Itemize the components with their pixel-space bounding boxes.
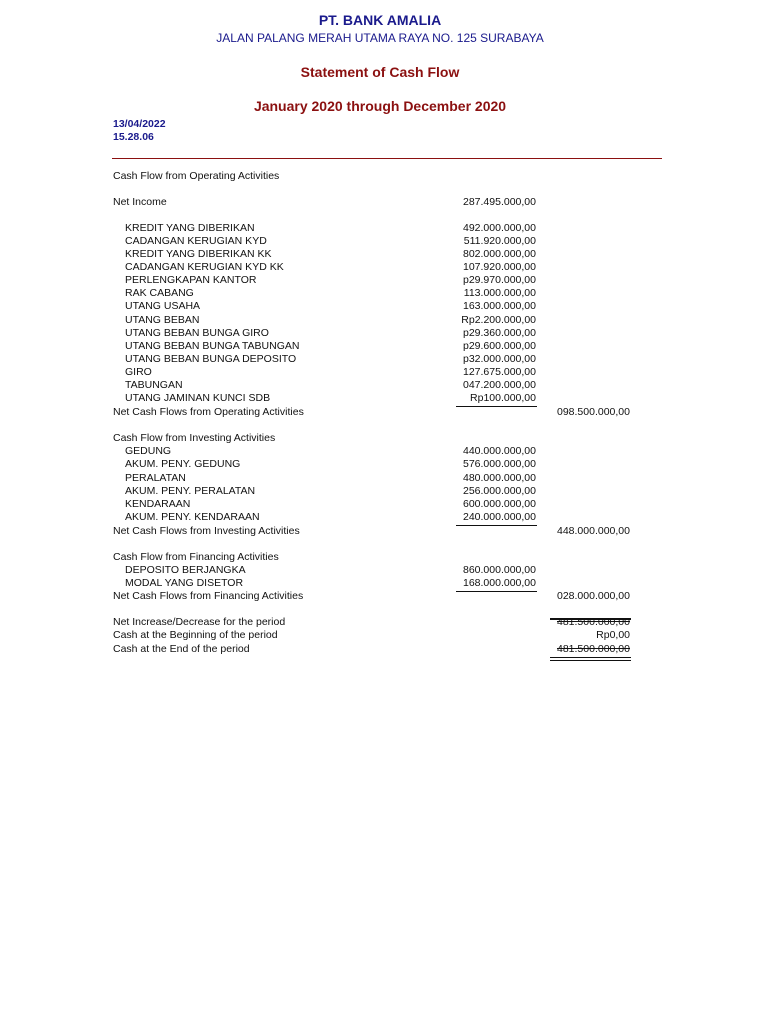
list-item [0,327,768,340]
list-item [0,485,768,498]
item-label: AKUM. PENY. GEDUNG [125,458,241,470]
list-item [0,314,768,327]
net-increase-row [0,616,768,629]
header-divider [112,158,662,159]
net-income-row [0,196,768,209]
item-label: TABUNGAN [125,379,183,391]
financing-net-value: 028.000.000,00 [557,590,630,602]
item-value: 047.200.000,00 [463,379,536,391]
list-item [0,287,768,300]
item-value: 113.000.000,00 [463,287,536,299]
item-value: 168.000.000,00 [463,577,536,589]
investing-heading-row [0,432,768,445]
item-label: RAK CABANG [125,287,194,299]
list-item [0,445,768,458]
list-item [0,379,768,392]
company-name: PT. BANK AMALIA [318,12,442,28]
item-value: p32.000.000,00 [463,353,536,365]
report-date: 13/04/2022 [113,118,166,130]
item-label: PERLENGKAPAN KANTOR [125,274,257,286]
operating-heading-row [0,170,768,183]
list-item [0,577,768,590]
cash-beginning-value: Rp0,00 [596,629,630,641]
item-value: 163.000.000,00 [463,300,536,312]
cash-end-label: Cash at the End of the period [113,643,250,655]
list-item [0,458,768,471]
item-value: 860.000.000,00 [463,564,536,576]
list-item [0,300,768,313]
item-label: UTANG BEBAN BUNGA DEPOSITO [125,353,297,365]
list-item [0,392,768,405]
report-period: January 2020 through December 2020 [253,98,507,114]
item-label: UTANG BEBAN BUNGA GIRO [125,327,269,339]
item-value: 107.920.000,00 [463,261,536,273]
item-label: UTANG JAMINAN KUNCI SDB [125,392,271,404]
investing-net-label: Net Cash Flows from Investing Activities [113,525,300,537]
company-address: JALAN PALANG MERAH UTAMA RAYA NO. 125 SURABAYA [216,31,544,45]
net-increase-label: Net Increase/Decrease for the period [113,616,286,628]
item-label: AKUM. PENY. KENDARAAN [125,511,260,523]
item-label: KENDARAAN [125,498,191,510]
report-time: 15.28.06 [113,131,154,143]
item-label: UTANG BEBAN BUNGA TABUNGAN [125,340,300,352]
item-label: UTANG USAHA [125,300,201,312]
list-item [0,511,768,524]
operating-net-label: Net Cash Flows from Operating Activities [113,406,304,418]
list-item [0,340,768,353]
item-value: 240.000.000,00 [463,511,536,523]
cash-beginning-label: Cash at the Beginning of the period [113,629,278,641]
item-value: p29.600.000,00 [463,340,536,352]
list-item [0,472,768,485]
list-item [0,222,768,235]
item-value: 480.000.000,00 [463,472,536,484]
item-label: KREDIT YANG DIBERIKAN KK [125,248,272,260]
operating-net-row [0,406,768,419]
net-income-label: Net Income [113,196,167,208]
cash-end-row [0,643,768,656]
list-item [0,248,768,261]
investing-heading: Cash Flow from Investing Activities [113,432,276,444]
double-rule-bottom [550,660,631,661]
report-title: Statement of Cash Flow [300,64,460,80]
net-increase-value: 481.500.000,00 [557,616,630,628]
item-value: Rp2.200.000,00 [461,314,536,326]
item-value: Rp100.000,00 [470,392,536,404]
item-label: PERALATAN [125,472,186,484]
list-item [0,564,768,577]
item-value: p29.360.000,00 [463,327,536,339]
item-label: UTANG BEBAN [125,314,200,326]
item-label: DEPOSITO BERJANGKA [125,564,246,576]
item-value: 256.000.000,00 [463,485,536,497]
item-value: 127.675.000,00 [463,366,536,378]
investing-net-row [0,525,768,538]
list-item [0,366,768,379]
item-value: 576.000.000,00 [463,458,536,470]
item-label: CADANGAN KERUGIAN KYD KK [125,261,284,273]
list-item [0,353,768,366]
item-label: KREDIT YANG DIBERIKAN [125,222,255,234]
item-label: CADANGAN KERUGIAN KYD [125,235,267,247]
financing-heading: Cash Flow from Financing Activities [113,551,279,563]
list-item [0,235,768,248]
list-item [0,261,768,274]
operating-heading: Cash Flow from Operating Activities [113,170,280,182]
item-value: 492.000.000,00 [463,222,536,234]
operating-net-value: 098.500.000,00 [557,406,630,418]
item-value: 440.000.000,00 [463,445,536,457]
financing-heading-row [0,551,768,564]
cash-beginning-row [0,629,768,642]
item-label: AKUM. PENY. PERALATAN [125,485,256,497]
item-label: GEDUNG [125,445,172,457]
investing-net-value: 448.000.000,00 [557,525,630,537]
item-value: 511.920.000,00 [463,235,536,247]
financing-net-row [0,590,768,603]
financing-net-label: Net Cash Flows from Financing Activities [113,590,304,602]
list-item [0,274,768,287]
item-value: 802.000.000,00 [463,248,536,260]
item-label: MODAL YANG DISETOR [125,577,244,589]
item-label: GIRO [125,366,152,378]
list-item [0,498,768,511]
net-income-value: 287.495.000,00 [463,196,536,208]
double-rule-top [550,657,631,658]
cash-end-value: 481.500.000,00 [557,643,630,655]
item-value: p29.970.000,00 [463,274,536,286]
item-value: 600.000.000,00 [463,498,536,510]
